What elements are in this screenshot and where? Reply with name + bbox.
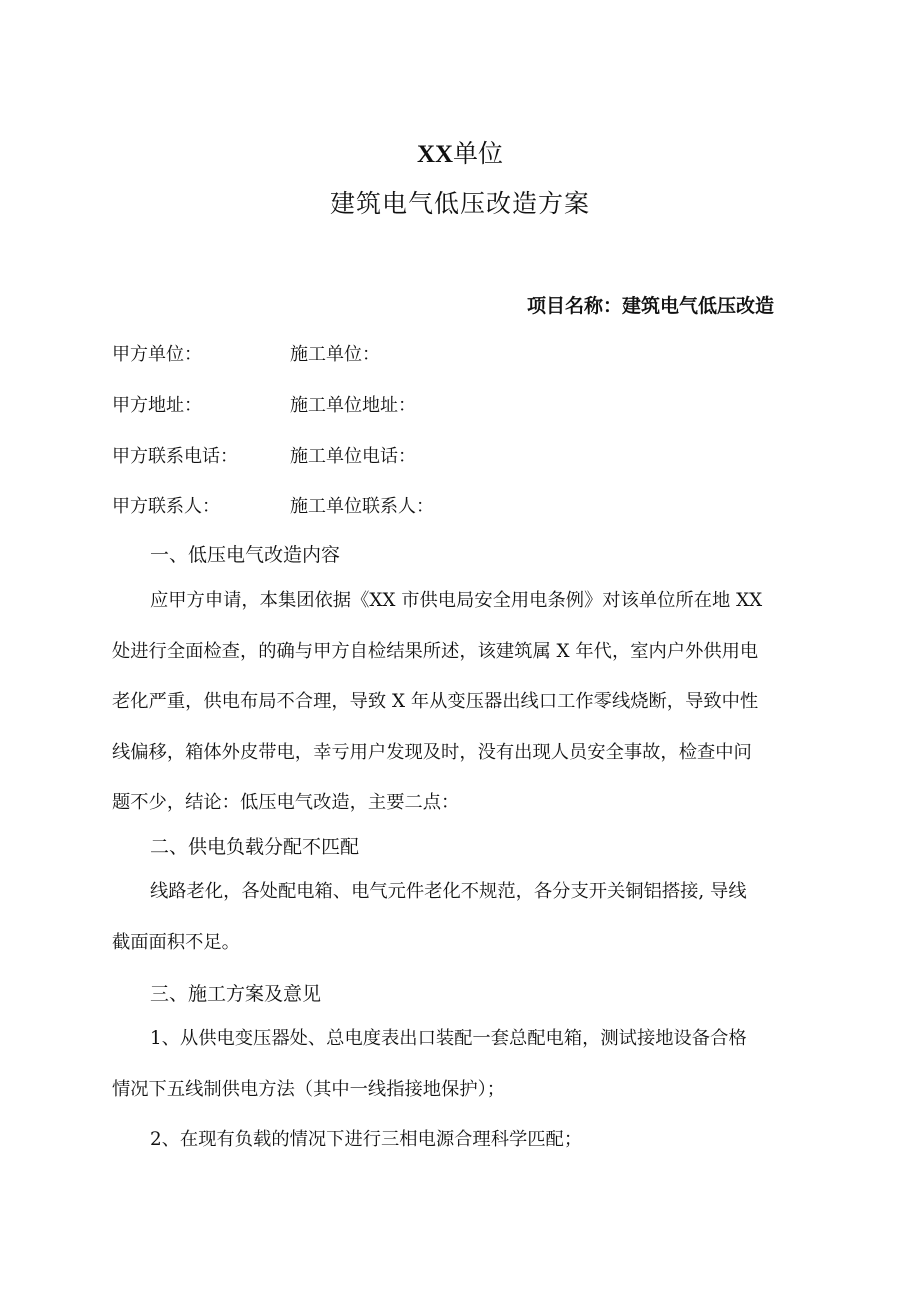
section-heading-2: 二、供电负载分配不匹配 [150,836,360,858]
party-a-unit-label: 甲方单位： [112,344,202,365]
info-row [112,393,812,419]
paragraph-line: 线偏移，箱体外皮带电，幸亏用户发现及时，没有出现人员安全事故，检查中问 [112,741,752,763]
paragraph-line: 应甲方申请，本集团依据《XX 市供电局安全用电条例》对该单位所在地 XX [150,590,763,611]
contractor-phone-label: 施工单位电话： [290,446,416,467]
section-heading-1: 一、低压电气改造内容 [150,544,341,566]
contractor-contact-label: 施工单位联系人： [290,496,434,517]
section-heading-3: 三、施工方案及意见 [150,983,322,1005]
paragraph-line: 题不少，结论：低压电气改造，主要二点： [112,792,460,813]
info-row [112,444,812,470]
contractor-address-label: 施工单位地址： [290,395,416,416]
section-2-paragraph [112,867,812,968]
info-row [112,494,812,520]
paragraph-line: 老化严重，供电布局不合理，导致 X 年从变压器出线口工作零线烧断，导致中性 [112,691,759,712]
party-a-phone-label: 甲方联系电话： [112,446,238,467]
contractor-unit-label: 施工单位： [290,344,380,365]
paragraph-line: 1、从供电变压器处、总电度表出口装配一套总配电箱，测试接地设备合格 [150,1028,747,1049]
paragraph-line: 2、在现有负载的情况下进行三相电源合理科学匹配； [150,1129,583,1150]
paragraph-line: 处进行全面检查，的确与甲方自检结果所述，该建筑属 X 年代，室内户外供用电 [112,640,759,662]
party-a-address-label: 甲方地址： [112,395,202,416]
section-1-paragraph [112,576,812,829]
paragraph-line: 情况下五线制供电方法（其中一线指接地保护）； [112,1078,506,1100]
info-row [112,342,812,368]
document-title: 建筑电气低压改造方案 [329,189,590,218]
project-name: 项目名称：建筑电气低压改造 [527,295,775,317]
org-title [0,134,920,170]
org-xx: XX [416,141,454,168]
section-3-paragraph [112,1014,812,1166]
paragraph-line: 截面面积不足。 [112,931,240,953]
paragraph-line: 线路老化，各处配电箱、电气元件老化不规范，各分支开关铜铝搭接, 导线 [150,881,747,902]
party-a-contact-label: 甲方联系人： [112,496,220,517]
org-unit: 单位 [453,139,504,168]
